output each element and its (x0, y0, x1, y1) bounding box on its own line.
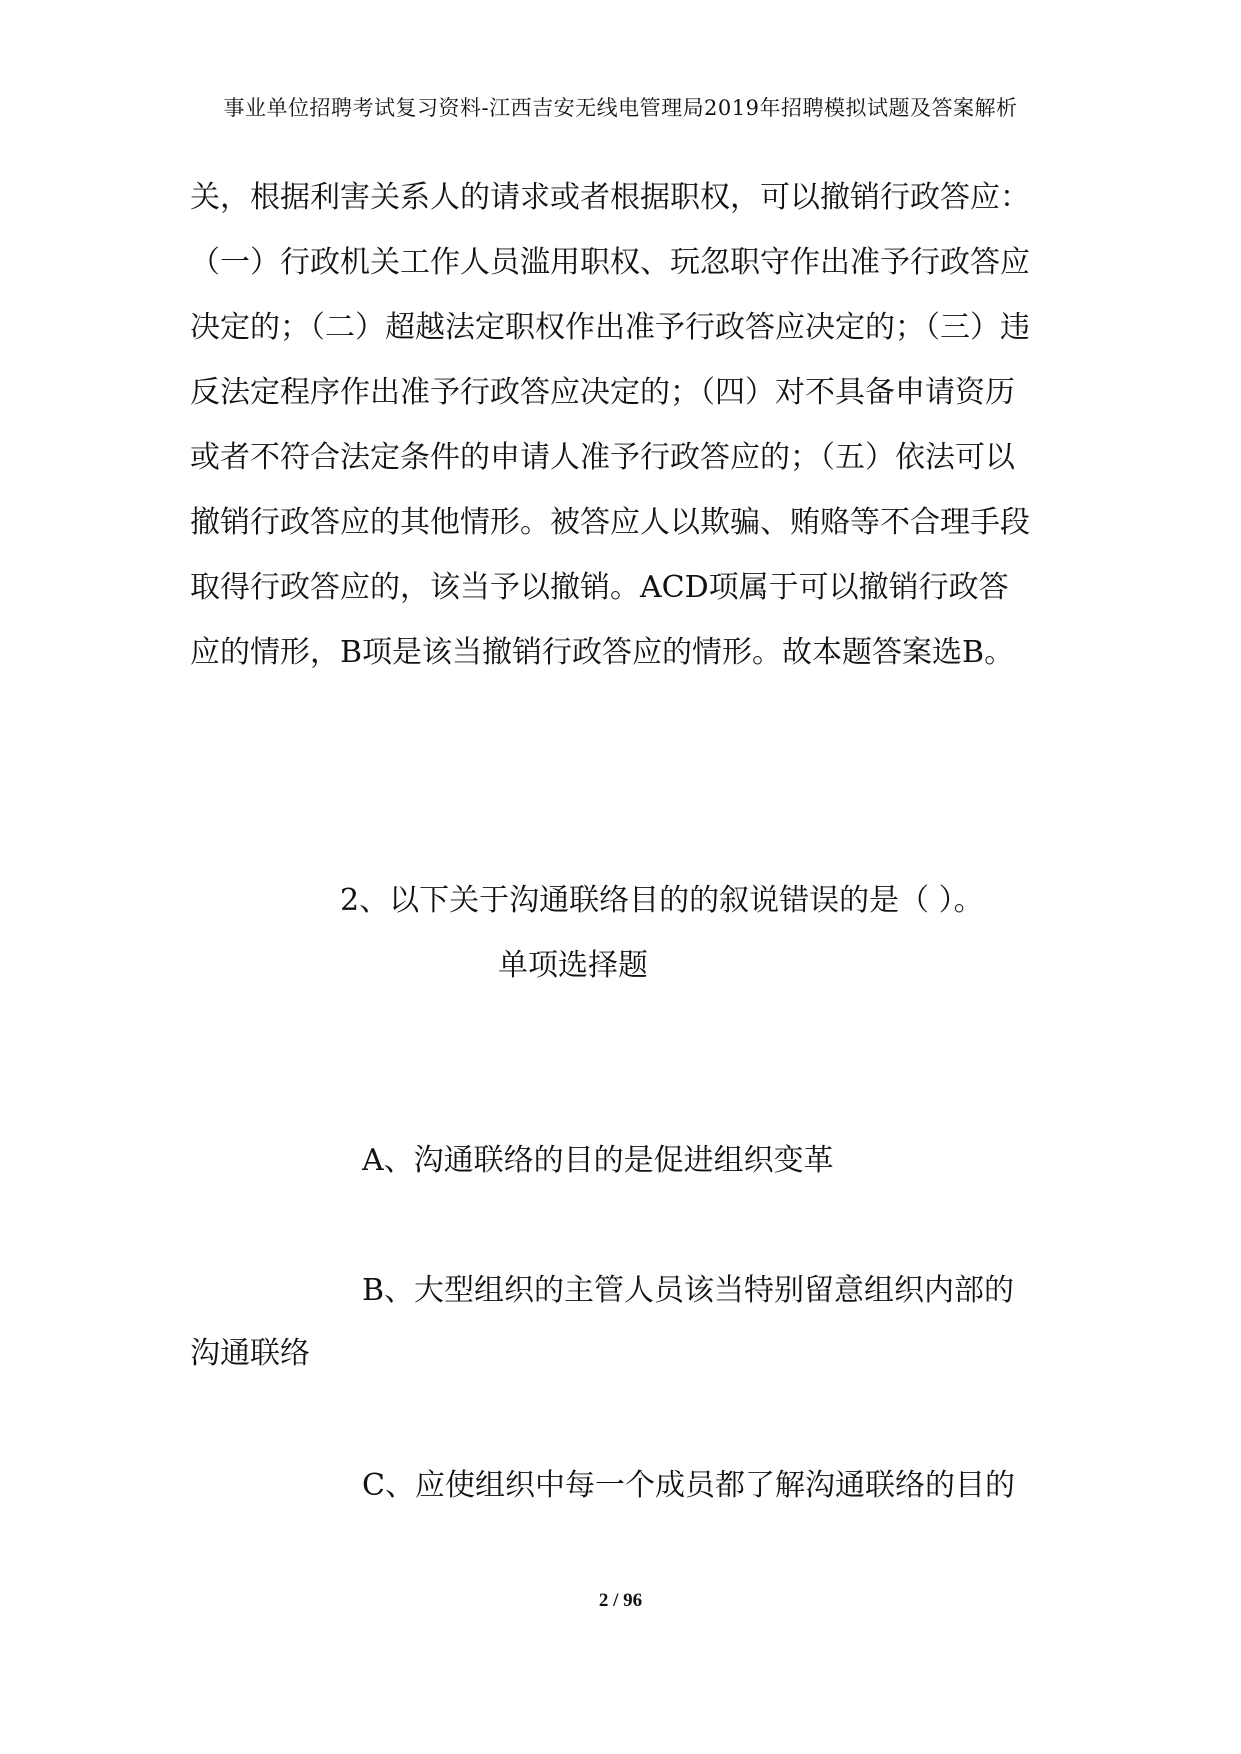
option-c: C、应使组织中每一个成员都了解沟通联络的目的 (362, 1468, 1015, 1503)
explanation-line: 或者不符合法定条件的申请人准予行政答应的；（五）依法可以 (190, 440, 1015, 475)
page-header: 事业单位招聘考试复习资料-江西吉安无线电管理局2019年招聘模拟试题及答案解析 (223, 96, 1018, 120)
explanation-line: （一）行政机关工作人员滥用职权、玩忽职守作出准予行政答应 (190, 245, 1030, 280)
option-b-continuation: 沟通联络 (190, 1336, 310, 1371)
page-number: 2 / 96 (598, 1590, 643, 1611)
answer-explanation (190, 165, 1090, 685)
option-a: A、沟通联络的目的是促进组织变革 (362, 1143, 834, 1178)
explanation-line: 反法定程序作出准予行政答应决定的；（四）对不具备申请资历 (190, 375, 1015, 410)
explanation-line: 决定的；（二）超越法定职权作出准予行政答应决定的；（三）违 (190, 310, 1030, 345)
explanation-line: 应的情形，B项是该当撤销行政答应的情形。故本题答案选B。 (190, 635, 1015, 670)
explanation-line: 撤销行政答应的其他情形。被答应人以欺骗、贿赂等不合理手段 (190, 505, 1030, 540)
question-type: 单项选择题 (498, 948, 648, 983)
explanation-line: 取得行政答应的，该当予以撤销。ACD项属于可以撤销行政答 (190, 570, 1009, 605)
explanation-line: 关，根据利害关系人的请求或者根据职权，可以撤销行政答应： (190, 180, 1030, 215)
option-b: B、大型组织的主管人员该当特别留意组织内部的 (362, 1273, 1015, 1308)
question-text: 2、以下关于沟通联络目的的叙说错误的是（ ）。 (340, 883, 984, 918)
